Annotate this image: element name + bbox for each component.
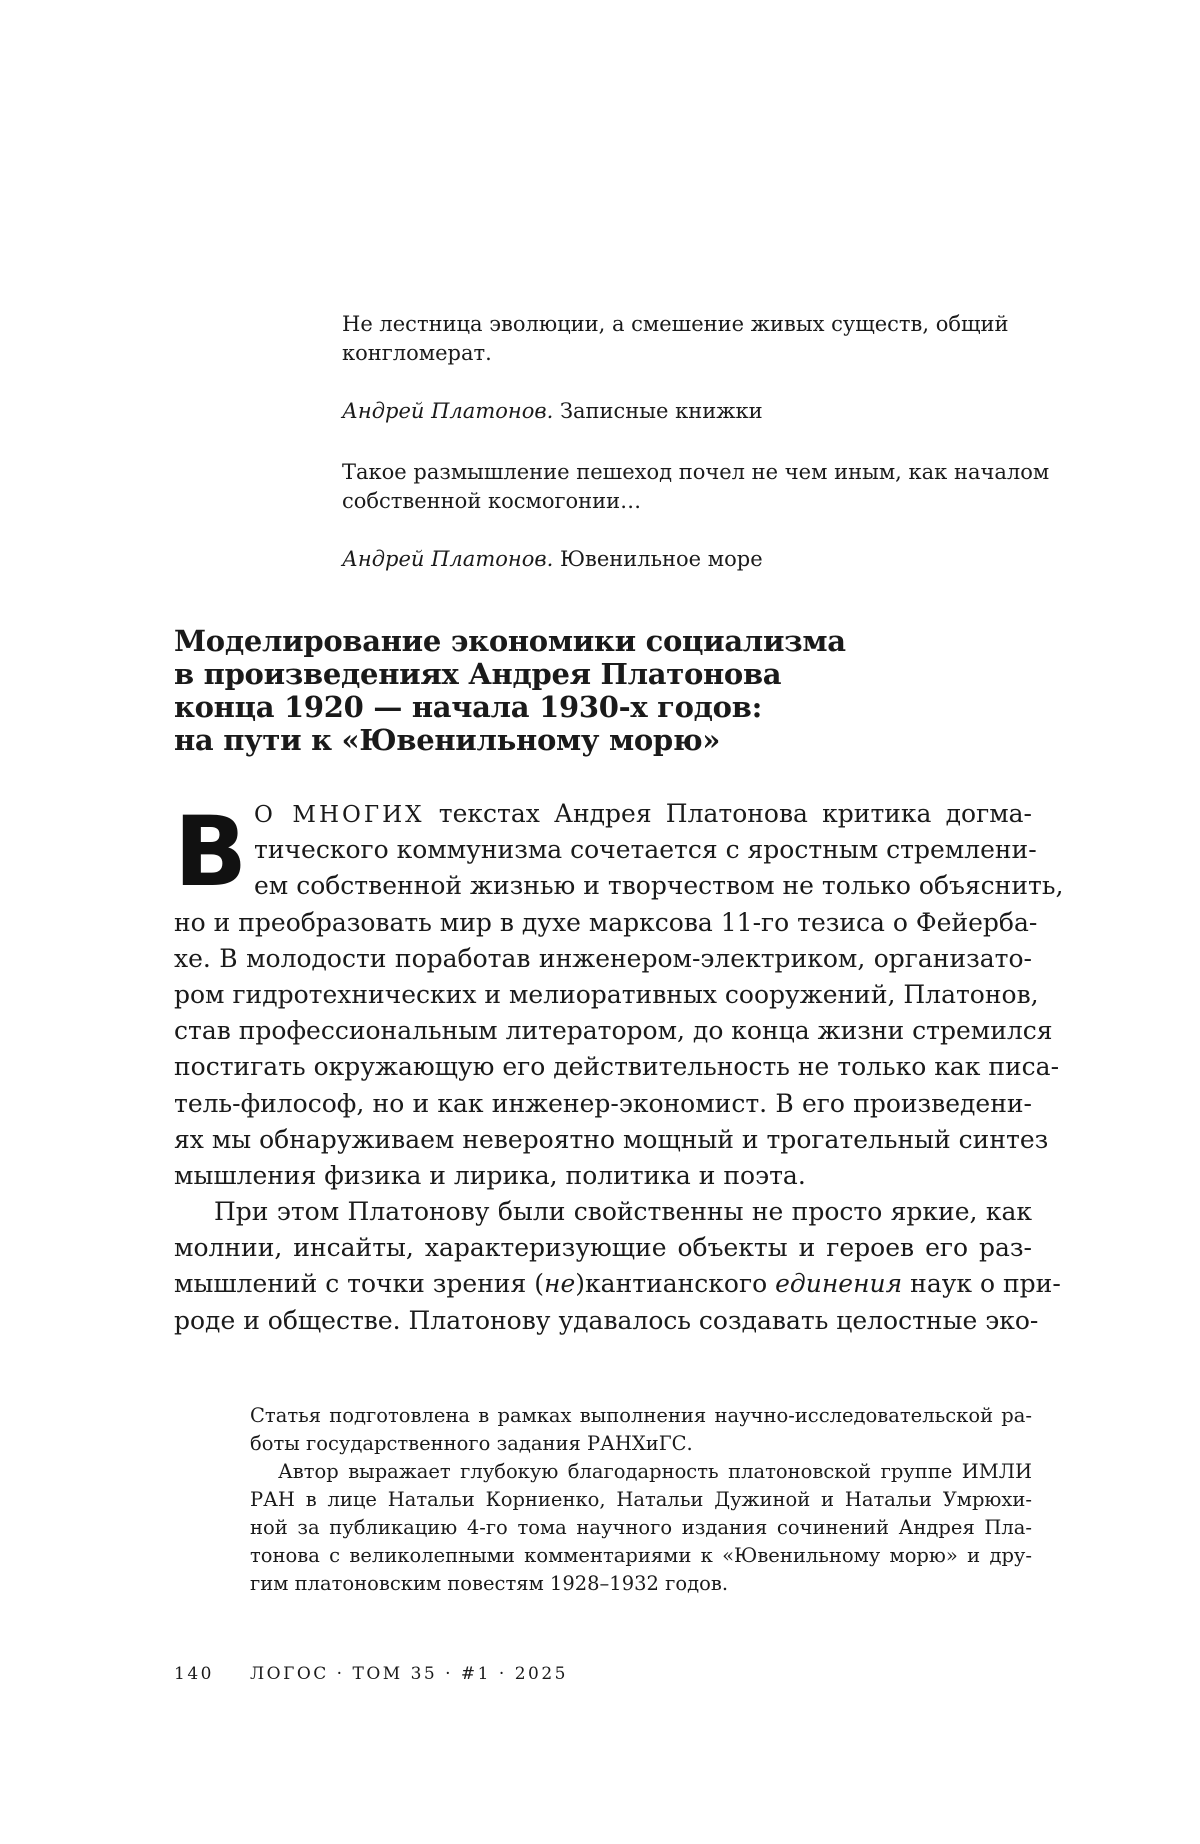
footnote-line: Статья подготовлена в рамках выполнения научно-исследовательской ра-: [250, 1404, 1032, 1427]
epigraph-line: Такое размышление пешеход почел не чем иным, как началом: [342, 460, 1050, 484]
body-line: ях мы обнаруживаем невероятно мощный и трогательный синтез: [174, 1124, 1049, 1154]
footnote-line: тонова с великолепными комментариями к «Ювенильному морю» и дру-: [250, 1544, 1032, 1567]
epigraph-text: [342, 310, 1022, 368]
journal-running-title: ЛОГОС · ТОМ 35 · #1 · 2025: [249, 1664, 568, 1684]
title-line: Моделирование экономики социализма: [174, 624, 846, 658]
body-line: тического коммунизма сочетается с яростным стремлени-: [254, 835, 1037, 865]
body-emphasis: не: [544, 1269, 576, 1299]
body-line: [174, 796, 1032, 832]
body-line: При этом Платонову были свойственны не просто яркие, как: [214, 1197, 1032, 1227]
epigraph-work: Ювенильное море: [559, 547, 763, 571]
title-line: на пути к «Ювенильному морю»: [174, 723, 721, 757]
drop-cap: В: [174, 796, 248, 908]
title-line: в произведениях Андрея Платонова: [174, 657, 782, 691]
epigraph-1: [342, 310, 1022, 426]
body-line: [174, 1266, 1061, 1302]
body-text: наук о при-: [902, 1269, 1061, 1299]
epigraph-work: Записные книжки: [559, 399, 763, 423]
body-text: )кантианского: [575, 1269, 776, 1299]
body-text: текстах Андрея Платонова критика догма-: [438, 799, 1032, 828]
title-line: конца 1920 — начала 1930-х годов:: [174, 690, 762, 724]
body-line: роде и обществе. Платонову удавалось создавать целостные эко-: [174, 1305, 1039, 1335]
lead-small-caps: О МНОГИХ: [254, 802, 425, 828]
footnote-line: боты государственного задания РАНХиГС.: [250, 1432, 693, 1455]
epigraph-author: Андрей Платонов.: [342, 399, 554, 423]
body-line: но и преобразовать мир в духе марксова 11-го тезиса о Фейерба-: [174, 907, 1038, 937]
epigraph-author: Андрей Платонов.: [342, 547, 554, 571]
body-line: хе. В молодости поработав инженером-электриком, организато-: [174, 943, 1032, 973]
body-text: мышлений с точки зрения (: [174, 1269, 545, 1299]
body-line: молнии, инсайты, характеризующие объекты и героев его раз-: [174, 1233, 1032, 1263]
page-footer: [174, 1664, 568, 1684]
body-line: постигать окружающую его действительность не только как писа-: [174, 1052, 1060, 1082]
epigraph-text: [342, 458, 1050, 516]
footnote: [250, 1402, 1032, 1598]
body-line: ем собственной жизнью и творчеством не только объяснить,: [254, 871, 1064, 901]
footnote-line: РАН в лице Натальи Корниенко, Натальи Дужиной и Натальи Умрюхи-: [250, 1488, 1032, 1511]
epigraph-line: конгломерат.: [342, 341, 492, 365]
page-number: 140: [174, 1664, 214, 1684]
epigraph-attribution: [342, 545, 1022, 574]
footnote-line: гим платоновским повестям 1928–1932 годов.: [250, 1572, 729, 1595]
footnote-line: Автор выражает глубокую благодарность платоновской группе ИМЛИ: [278, 1460, 1032, 1483]
body-emphasis: единения: [775, 1269, 903, 1299]
body-line: ром гидротехнических и мелиоративных сооружений, Платонов,: [174, 979, 1039, 1009]
body-line: мышления физика и лирика, политика и поэта.: [174, 1160, 806, 1190]
body-line: тель-философ, но и как инженер-экономист. В его произведени-: [174, 1088, 1032, 1118]
epigraph-line: Не лестница эволюции, а смешение живых существ, общий: [342, 312, 1009, 336]
article-body: [174, 796, 1064, 1339]
epigraph-attribution: [342, 397, 1022, 426]
epigraphs: [342, 310, 1050, 606]
body-line: став профессиональным литератором, до конца жизни стремился: [174, 1016, 1053, 1046]
epigraph-line: собственной космогонии…: [342, 489, 642, 513]
article-title: [174, 625, 1054, 757]
footnote-line: ной за публикацию 4-го тома научного издания сочинений Андрея Пла-: [250, 1516, 1032, 1539]
epigraph-2: [342, 458, 1050, 574]
